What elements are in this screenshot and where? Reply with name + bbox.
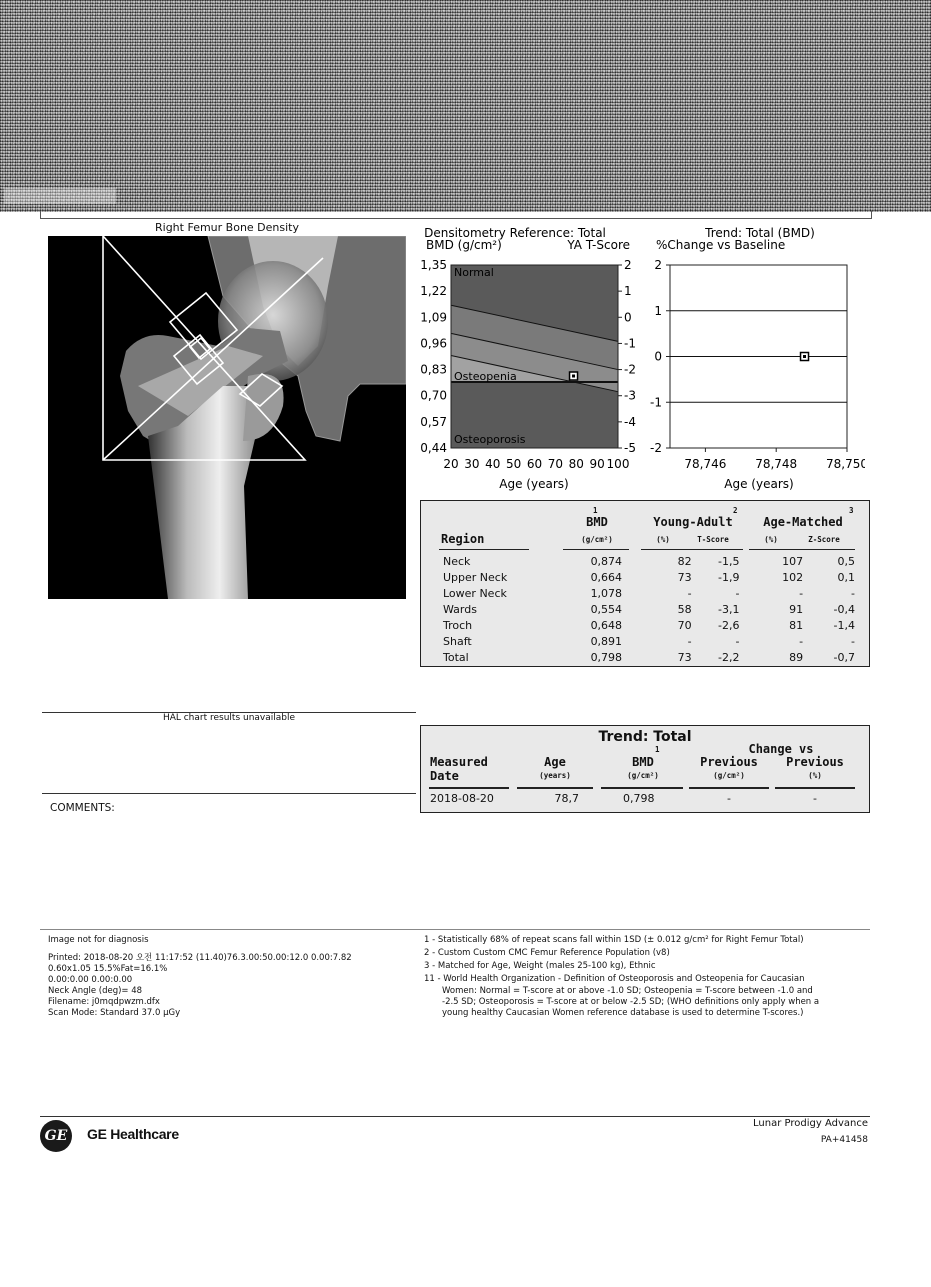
cell-z: 0,1 (837, 570, 855, 584)
trend-row-prev2: - (813, 792, 817, 805)
col-bmd: BMD (586, 515, 608, 529)
col-trend-bmd-unit: (g/cm²) (627, 771, 659, 780)
cell-am-pct: 91 (789, 602, 804, 616)
cell-am-pct: 107 (782, 554, 804, 568)
table-row (439, 633, 859, 649)
col-young-adult: Young-Adult (653, 515, 733, 529)
cell-z: - (851, 634, 855, 648)
cell-bmd: 1,078 (590, 586, 623, 600)
cell-bmd: 0,664 (590, 570, 623, 584)
trend-ytick: 2 (654, 258, 662, 272)
col-measured: Measured (430, 755, 488, 769)
col-previous-1-unit: (g/cm²) (713, 771, 745, 780)
col-date: Date (430, 769, 459, 783)
reference-chart (420, 224, 640, 494)
cell-t: -2,2 (718, 650, 740, 664)
cell-bmd: 0,891 (590, 634, 623, 648)
cell-am-pct: 102 (782, 570, 804, 584)
trend-xlabel: Age (years) (724, 477, 794, 491)
footnote-11-l3: -2.5 SD; Osteoporosis = T-score at or below -2.5 SD; (WHO definitions only apply when a (442, 997, 820, 1007)
trend-xtick: 78,750 (826, 457, 865, 471)
footnote-1: 1 - Statistically 68% of repeat scans fall within 1SD (± 0.012 g/cm² for Right Femur Total) (424, 935, 804, 945)
cell-ya-pct: - (687, 634, 692, 648)
scan-params: 0.60x1.05 15.5%Fat=16.1% (48, 964, 168, 974)
cell-region: Troch (443, 618, 473, 632)
ref-xtick: 90 (589, 457, 605, 471)
ref-ttick: 1 (624, 284, 632, 299)
ref-chart-title: Densitometry Reference: Total (424, 226, 606, 240)
change-vs: Change vs (748, 742, 814, 756)
col-trend-bmd: BMD (632, 755, 654, 769)
zone-osteopenia: Osteopenia (454, 370, 517, 383)
col-age: Age (544, 755, 566, 769)
footer-left (48, 934, 418, 1019)
table-row (439, 601, 859, 617)
trend-point-core (803, 355, 806, 358)
ref-xtick: 70 (547, 457, 564, 471)
results-table (420, 500, 870, 667)
zone-normal: Normal (454, 266, 494, 279)
cell-am-pct: - (799, 586, 804, 600)
ref-ttick: -3 (624, 388, 636, 403)
ref-ytick: 1,35 (420, 258, 447, 272)
cell-am-pct: 89 (789, 650, 804, 664)
cell-z: 0,5 (837, 554, 855, 568)
ref-ttick: 0 (624, 310, 632, 325)
col-ya-pct: (%) (656, 535, 670, 544)
trend-chart (650, 224, 865, 494)
ref-xtick: 80 (568, 457, 584, 471)
cell-ya-pct: 73 (677, 570, 692, 584)
table-row (439, 617, 859, 633)
footnote-3: 3 - Matched for Age, Weight (males 25-100 kg), Ethnic (424, 961, 656, 971)
cell-t: -3,1 (718, 602, 740, 616)
cell-region: Lower Neck (443, 586, 507, 600)
ref-xtick: 60 (526, 457, 543, 471)
ref-ytick: 1,22 (420, 284, 447, 299)
ref-ttick: -4 (624, 414, 636, 429)
cell-am-pct: 81 (789, 618, 804, 632)
neck-angle: Neck Angle (deg)= 48 (48, 986, 143, 996)
trend-table (420, 725, 870, 813)
ref-xtick: 20 (443, 457, 459, 471)
filename: Filename: j0mqdpwzm.dfx (48, 997, 160, 1007)
cell-ya-pct: 58 (677, 602, 692, 616)
col-bmd-unit: (g/cm²) (581, 535, 613, 544)
ref-right-axis-label: YA T-Score (567, 238, 630, 252)
ref-ytick: 0,57 (420, 414, 447, 429)
ya-sup: 2 (733, 506, 738, 515)
cell-z: -0,4 (833, 602, 855, 616)
ref-ytick: 1,09 (420, 310, 447, 325)
col-previous-2: Previous (786, 755, 844, 769)
trend-xtick: 78,746 (684, 457, 727, 471)
scan-noise-header (0, 0, 931, 212)
table-row (439, 553, 859, 569)
results-rows (439, 553, 859, 665)
ref-xlabel: Age (years) (499, 477, 569, 491)
trend-ylabel: %Change vs Baseline (656, 238, 786, 252)
hal-text: HAL chart results unavailable (162, 713, 296, 723)
image-title: Right Femur Bone Density (155, 221, 299, 234)
cell-region: Wards (443, 602, 477, 616)
femur-image (48, 236, 406, 599)
trend-row-prev1: - (727, 792, 731, 805)
am-sup: 3 (849, 506, 854, 515)
ref-ytick: 0,44 (420, 441, 447, 455)
trend-ytick: -2 (650, 441, 662, 455)
pa-number: PA+41458 (820, 1135, 868, 1145)
ref-xtick: 30 (464, 457, 480, 471)
not-for-diagnosis: Image not for diagnosis (48, 935, 149, 945)
trend-ytick: 0 (654, 349, 662, 364)
cell-z: -1,4 (833, 618, 855, 632)
cell-ya-pct: - (687, 586, 692, 600)
bmd-sup: 1 (593, 506, 598, 515)
cell-bmd: 0,798 (590, 650, 623, 664)
cell-ya-pct: 73 (677, 650, 692, 664)
ref-xtick: 100 (606, 457, 630, 471)
cell-t: - (735, 634, 740, 648)
trend-row-bmd: 0,798 (623, 792, 655, 805)
ref-ttick: -5 (624, 441, 636, 455)
col-previous-1: Previous (700, 755, 758, 769)
footnote-11-l4: young healthy Caucasian Women reference database is used to determine T-scores.) (442, 1008, 804, 1018)
cell-z: - (851, 586, 855, 600)
ref-ytick: 0,70 (420, 388, 447, 403)
zone-osteoporosis: Osteoporosis (454, 433, 526, 446)
col-previous-2-unit: (%) (808, 771, 822, 780)
ref-xtick: 50 (505, 457, 522, 471)
cell-region: Upper Neck (443, 570, 508, 584)
cell-t: -1,9 (718, 570, 740, 584)
ref-ytick: 0,96 (420, 336, 447, 351)
ref-ttick: -1 (624, 336, 636, 351)
footnote-11-l2: Women: Normal = T-score at or above -1.0 SD; Osteopenia = T-score between -1.0 and (442, 986, 813, 996)
brand-name: GE Healthcare (87, 1126, 179, 1142)
trend-ytick: 1 (654, 303, 662, 318)
col-am-z: Z-Score (808, 535, 840, 544)
trend-row-date: 2018-08-20 (430, 792, 494, 805)
col-region: Region (441, 532, 485, 546)
ref-ytick: 0,83 (420, 362, 447, 377)
cell-bmd: 0,648 (590, 618, 623, 632)
trend-row-age: 78,7 (554, 792, 579, 805)
table-row (439, 585, 859, 601)
scan-mode: Scan Mode: Standard 37.0 μGy (48, 1008, 181, 1018)
footnote-11: 11 - World Health Organization - Definition of Osteoporosis and Osteopenia for Caucasian (424, 974, 805, 984)
comments-label: COMMENTS: (50, 802, 115, 814)
ge-logo-icon: GE (40, 1120, 72, 1152)
cell-ya-pct: 82 (677, 554, 692, 568)
noise-tag (4, 188, 116, 204)
ref-ttick: 2 (624, 258, 632, 272)
cell-region: Total (443, 650, 469, 664)
col-ya-t: T-Score (697, 535, 729, 544)
ref-ttick: -2 (624, 362, 636, 377)
scan-offsets: 0.00:0.00 0.00:0.00 (48, 975, 133, 985)
trend-xtick: 78,748 (755, 457, 798, 471)
ref-patient-point-core (572, 375, 575, 378)
ref-xtick: 40 (485, 457, 501, 471)
trend-chart-title: Trend: Total (BMD) (705, 226, 815, 240)
trend-ytick: -1 (650, 395, 662, 410)
ref-left-axis-label: BMD (g/cm²) (426, 238, 502, 252)
cell-t: - (735, 586, 740, 600)
table-row (439, 569, 859, 585)
footnote-2: 2 - Custom Custom CMC Femur Reference Population (v8) (424, 948, 670, 958)
device-name: Lunar Prodigy Advance (753, 1118, 868, 1129)
col-age-unit: (years) (539, 771, 571, 780)
header-frame (40, 211, 872, 219)
cell-t: -2,6 (718, 618, 740, 632)
cell-region: Neck (443, 554, 471, 568)
col-am-pct: (%) (764, 535, 778, 544)
table-row (439, 649, 859, 665)
trend-bmd-sup: 1 (655, 745, 660, 754)
printed-line: Printed: 2018-08-20 오전 11:17:52 (11.40)76.3.00:50.00:12.0 0.00:7.82 (48, 953, 352, 963)
cell-region: Shaft (443, 634, 472, 648)
cell-bmd: 0,554 (590, 602, 623, 616)
cell-z: -0,7 (833, 650, 855, 664)
cell-bmd: 0,874 (590, 554, 623, 568)
footer-right (424, 934, 870, 1019)
cell-ya-pct: 70 (677, 618, 692, 632)
cell-t: -1,5 (718, 554, 740, 568)
col-age-matched: Age-Matched (763, 515, 843, 529)
cell-am-pct: - (799, 634, 804, 648)
trend-table-title: Trend: Total (598, 729, 692, 745)
